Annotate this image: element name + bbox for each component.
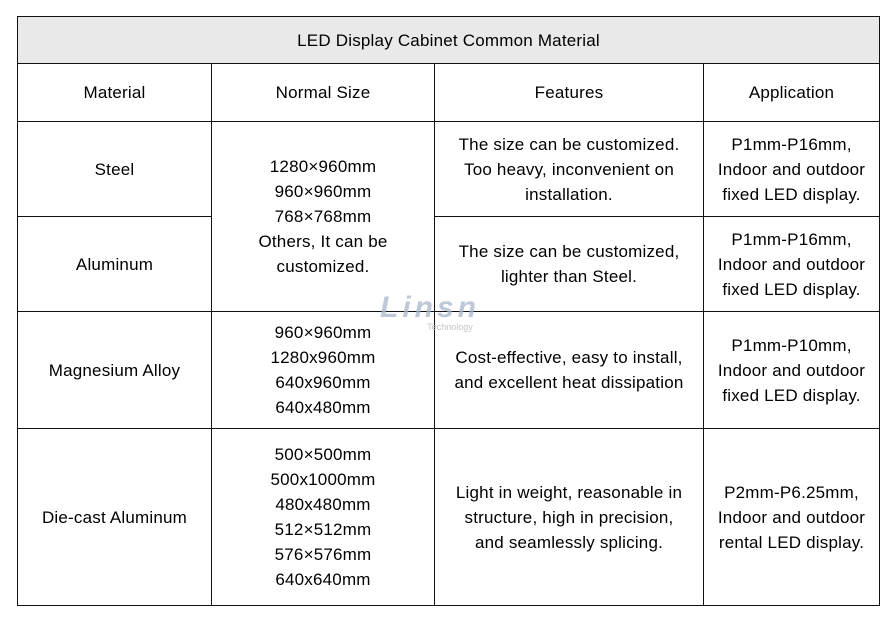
watermark-logo: Linsn Technology [380,291,480,332]
size-item: 960×960mm [274,182,372,201]
table-row [18,217,880,312]
header-material: Material [18,64,212,122]
table-row [18,429,880,606]
material-cell: Steel [18,122,212,217]
size-item: Others, It can be [258,232,388,251]
sizes-cell [212,122,435,312]
application-cell: P2mm-P6.25mm, Indoor and outdoor rental LED display. [704,429,880,606]
size-item: customized. [276,257,370,276]
application-cell: P1mm-P10mm, Indoor and outdoor fixed LED display. [704,312,880,429]
material-cell: Die-cast Aluminum [18,429,212,606]
header-application: Application [704,64,880,122]
features-cell: The size can be customized, lighter than Steel. [435,217,704,312]
material-table [17,16,880,606]
table-row [18,122,880,217]
features-cell: Cost-effective, easy to install, and excellent heat dissipation [435,312,704,429]
features-cell: The size can be customized. Too heavy, inconvenient on installation. [435,122,704,217]
header-features: Features [435,64,704,122]
features-cell: Light in weight, reasonable in structure, high in precision, and seamlessly splicing. [435,429,704,606]
application-cell: P1mm-P16mm, Indoor and outdoor fixed LED display. [704,122,880,217]
table-row [18,312,880,429]
material-cell: Magnesium Alloy [18,312,212,429]
size-item: 768×768mm [274,207,372,226]
table-title: LED Display Cabinet Common Material [18,17,880,64]
sizes-cell: 500×500mm 500x1000mm 480x480mm 512×512mm 576×576mm 640x640mm [212,429,435,606]
sizes-cell: 960×960mm 1280x960mm 640x960mm 640x480mm [212,312,435,429]
material-cell: Aluminum [18,217,212,312]
size-item: 1280×960mm [269,157,377,176]
application-cell: P1mm-P16mm, Indoor and outdoor fixed LED display. [704,217,880,312]
header-size: Normal Size [212,64,435,122]
